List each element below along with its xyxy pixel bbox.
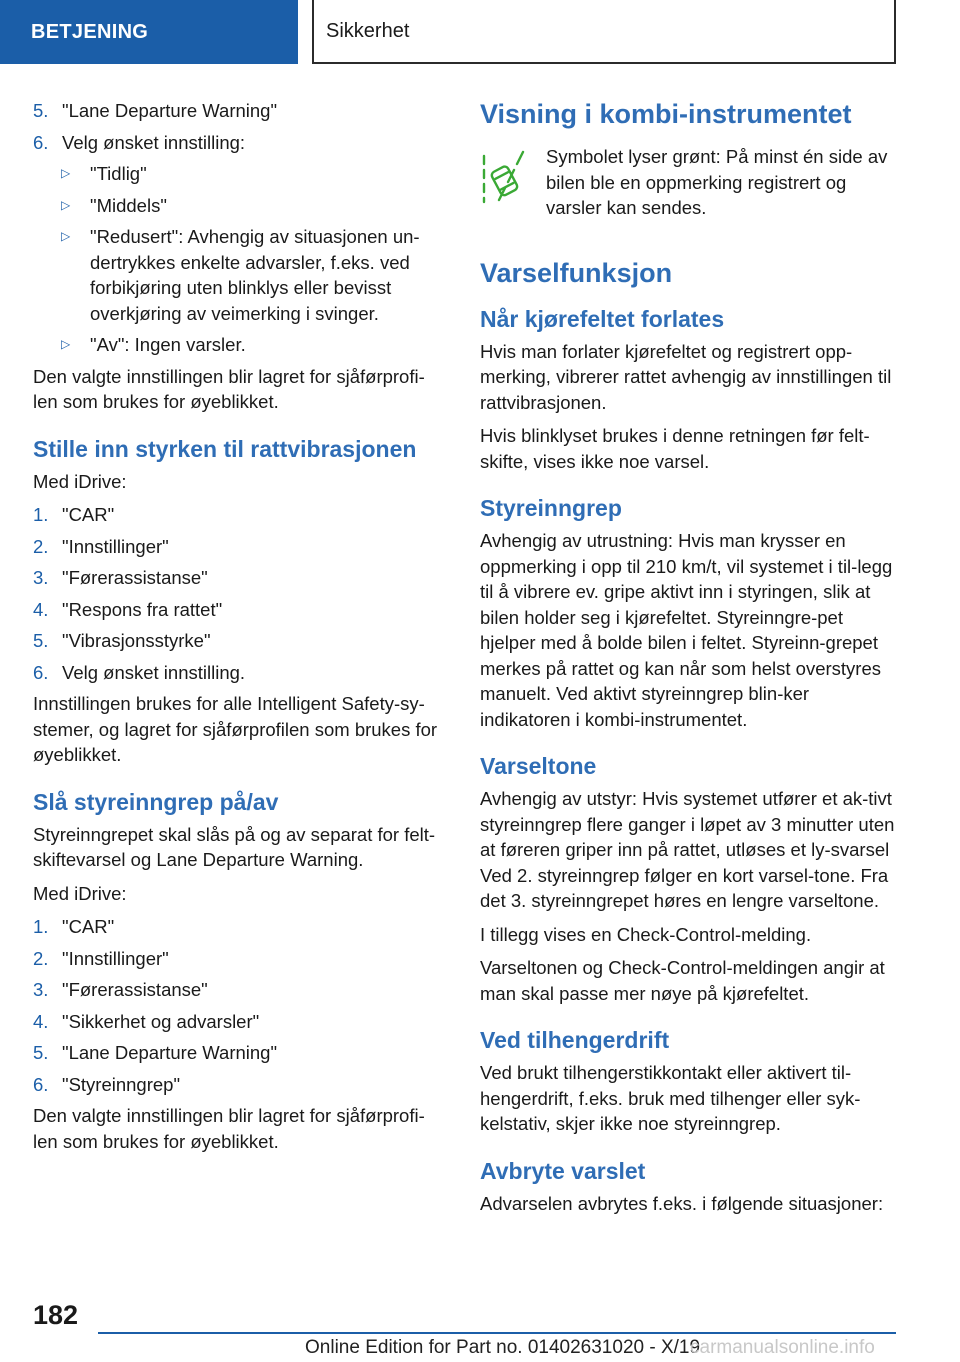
list-number: 6. (33, 131, 49, 153)
list-text: "Førerassistanse" (62, 567, 208, 588)
paragraph: Den valgte innstillingen blir lagret for sjåførprofi-len som brukes for øyeblikket. (33, 1105, 425, 1152)
list-number: 5. (33, 630, 49, 651)
triangle-right-icon: ▷ (61, 166, 71, 180)
heading-warning-tone: Varseltone (480, 753, 597, 779)
list-number: 5. (33, 1042, 49, 1063)
paragraph: Avhengig av utstyr: Hvis systemet utfører et ak-tivt styreinngrep flere ganger i løpet av 3 minutter uten at føreren griper inn på rattet, utløses et ly-svarsel Ved 2. styreinngrep følger en kort varsel-tone. Fra det 3. styreinngrepet høres en lengre varseltone. (480, 788, 895, 911)
watermark: carmanualsonline.info (690, 1337, 875, 1358)
list-number: 2. (33, 535, 49, 557)
list-item (33, 98, 443, 124)
bullet-text: "Tidlig" (90, 163, 147, 184)
bullet-text: "Redusert": Avhengig av situasjonen un-dertrykkes enkelte advarsler, f.eks. ved forbikjøring uten blinklys eller bevisst overkjøring av veimerking i svinger. (90, 226, 420, 324)
triangle-right-icon: ▷ (61, 337, 71, 351)
paragraph: Ved brukt tilhengerstikkontakt eller aktivert til-hengerdrift, f.eks. bruk med tilhenger eller syk-kelstativ, skjer ikke noe styreinngrep. (480, 1062, 861, 1134)
heading-steering-intervention: Styreinngrep (480, 495, 622, 521)
bullet-text: "Middels" (90, 194, 167, 216)
list-text: "Førerassistanse" (62, 979, 208, 1000)
list-item (33, 502, 443, 528)
list-text: Velg ønsket innstilling. (62, 661, 246, 683)
list-number: 3. (33, 979, 49, 1000)
list-number: 1. (33, 916, 49, 937)
list-item (33, 565, 443, 591)
triangle-right-icon: ▷ (61, 197, 71, 212)
right-column (480, 98, 900, 1224)
list-item (33, 1072, 443, 1098)
paragraph: Avhengig av utrustning: Hvis man krysser en oppmerking i opp til 210 km/t, vil systemet i til-legg til å vibrere ev. gripe aktivt inn i styringen, slik at bilen holder seg i kjørefeltet. Styreinngre-pet hjelper med å bolde bilen i feltet. Styreinn-grepet merkes på rattet og kan når som helst overstyres manuelt. Ved aktivt styreinngrep blin-ker indikatoren i kombi-instrumentet. (480, 530, 893, 730)
list-item (33, 946, 443, 972)
bullet-item (33, 224, 443, 326)
list-number: 1. (33, 504, 49, 525)
list-item (33, 1009, 443, 1035)
paragraph: Styreinngrepet skal slås på og av separat for felt-skiftevarsel og Lane Departure Warning. (33, 823, 436, 870)
list-number: 6. (33, 661, 49, 683)
list-text: "CAR" (62, 916, 115, 937)
heading-steering: Slå styreinngrep på/av (33, 788, 279, 815)
paragraph: Advarselen avbrytes f.eks. i følgende situasjoner: (480, 1192, 884, 1214)
list-text: "Innstillinger" (62, 947, 169, 969)
list-item (33, 1040, 443, 1066)
list-item (33, 914, 443, 940)
paragraph: Varseltonen og Check-Control-meldingen angir at man skal passe mer nøye på kjørefeltet. (480, 957, 885, 1004)
paragraph: Innstillingen brukes for alle Intelligent Safety-sy-stemer, og lagret for sjåførprofilen som brukes for øyeblikket. (33, 693, 438, 765)
heading-trailer: Ved tilhengerdrift (480, 1027, 670, 1053)
list-item (33, 628, 443, 654)
left-column (33, 98, 443, 1162)
edition-text: Online Edition for Part no. 01402631020 - X/19 (305, 1337, 701, 1358)
lane-departure-icon (480, 144, 546, 221)
list-number: 2. (33, 947, 49, 969)
list-text: "Sikkerhet og advarsler" (62, 1010, 260, 1032)
heading-display: Visning i kombi-instrumentet (480, 99, 852, 129)
paragraph: Hvis blinklyset brukes i denne retningen før felt-skifte, vises ikke noe varsel. (480, 425, 870, 472)
list-item (33, 597, 443, 623)
chapter-title: Sikkerhet (326, 19, 410, 42)
list-text: "Styreinngrep" (62, 1073, 181, 1095)
list-number: 6. (33, 1073, 49, 1095)
page-number: 182 (33, 1300, 79, 1330)
triangle-right-icon: ▷ (61, 229, 71, 243)
list-text: "Lane Departure Warning" (62, 1042, 278, 1063)
heading-warning-function: Varselfunksjon (480, 257, 673, 288)
list-text: Velg ønsket innstilling: (62, 131, 246, 153)
bullet-item (33, 161, 443, 187)
section-title: BETJENING (31, 20, 149, 43)
paragraph: Den valgte innstillingen blir lagret for sjåførprofi-len som brukes for øyeblikket. (33, 365, 425, 412)
list-text: "Lane Departure Warning" (62, 100, 278, 121)
list-number: 3. (33, 567, 49, 588)
list-text: "Vibrasjonsstyrke" (62, 630, 211, 651)
list-item (33, 660, 443, 686)
list-number: 5. (33, 100, 49, 121)
chapter-tab (312, 0, 896, 64)
paragraph: Hvis man forlater kjørefeltet og registrert opp-merking, vibrerer rattet avhengig av innstillingen til rattvibrasjonen. (480, 340, 892, 413)
list-item (33, 534, 443, 560)
footer-divider (98, 1332, 896, 1334)
heading-vibration: Stille inn styrken til rattvibrasjonen (33, 435, 417, 462)
paragraph: I tillegg vises en Check-Control-melding. (480, 923, 812, 945)
bullet-item (33, 332, 443, 358)
list-item (33, 977, 443, 1003)
heading-leaving-lane: Når kjørefeltet forlates (480, 305, 725, 332)
list-text: "Respons fra rattet" (62, 598, 223, 620)
list-item (33, 130, 443, 156)
bullet-item (33, 193, 443, 219)
symbol-description: Symbolet lyser grønt: På minst én side av bilen ble en oppmerking registrert og varsler kan sendes. (546, 146, 888, 218)
paragraph: Med iDrive: (33, 470, 127, 492)
list-text: "Innstillinger" (62, 535, 169, 557)
bullet-text: "Av": Ingen varsler. (90, 334, 246, 355)
list-number: 4. (33, 1010, 49, 1032)
paragraph: Med iDrive: (33, 882, 127, 904)
heading-cancel-warning: Avbryte varslet (480, 1157, 646, 1184)
section-tab (0, 0, 298, 64)
symbol-row (480, 144, 900, 221)
list-text: "CAR" (62, 504, 115, 525)
list-number: 4. (33, 598, 49, 620)
